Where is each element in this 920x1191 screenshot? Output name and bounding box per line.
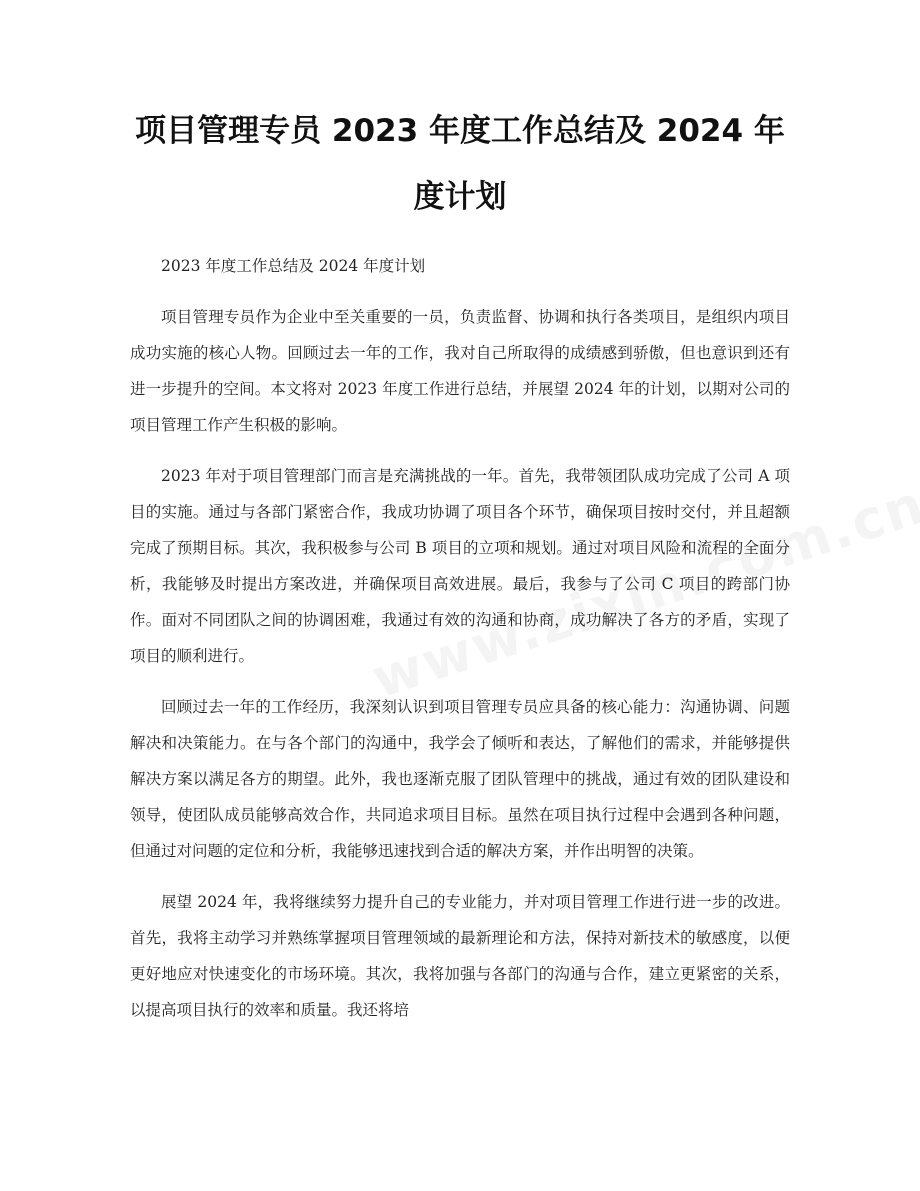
paragraph-intro: 项目管理专员作为企业中至关重要的一员，负责监督、协调和执行各类项目，是组织内项目成功实施的核心人物。回顾过去一年的工作，我对自己所取得的成绩感到骄傲，但也意识到还有进一步提升的空间。本文将对 2023 年度工作进行总结，并展望 2024 年的计划，以期对公司的项目管理工作产生积极的影响。 [130,308,790,434]
paragraph-2024-plan: 展望 2024 年，我将继续努力提升自己的专业能力，并对项目管理工作进行进一步的改进。首先，我将主动学习并熟练掌握项目管理领域的最新理论和方法，保持对新技术的敏感度，以便更好地应对快速变化的市场环境。其次，我将加强与各部门的沟通与合作，建立更紧密的关系，以提高项目执行的效率和质量。我还将培 [130,893,790,1019]
paragraph-core-abilities: 回顾过去一年的工作经历，我深刻认识到项目管理专员应具备的核心能力：沟通协调、问题解决和决策能力。在与各个部门的沟通中，我学会了倾听和表达，了解他们的需求，并能够提供解决方案以满足各方的期望。此外，我也逐渐克服了团队管理中的挑战，通过有效的团队建设和领导，使团队成员能够高效合作，共同追求项目目标。虽然在项目执行过程中会遇到各种问题，但通过对问题的定位和分析，我能够迅速找到合适的解决方案，并作出明智的决策。 [130,698,790,860]
paragraph-2023-review: 2023 年对于项目管理部门而言是充满挑战的一年。首先，我带领团队成功完成了公司 A 项目的实施。通过与各部门紧密合作，我成功协调了项目各个环节，确保项目按时交付，并且超额完成了预期目标。其次，我积极参与公司 B 项目的立项和规划。通过对项目风险和流程的全面分析，我能够及时提出方案改进，并确保项目高效进展。最后，我参与了公司 C 项目的跨部门协作。面对不同团队之间的协调困难，我通过有效的沟通和协商，成功解决了各方的矛盾，实现了项目的顺利进行。 [130,467,790,665]
document-body [130,248,790,1043]
document-subtitle: 2023 年度工作总结及 2024 年度计划 [161,257,426,275]
document-title: 项目管理专员 2023 年度工作总结及 2024 年度计划 [135,113,785,215]
